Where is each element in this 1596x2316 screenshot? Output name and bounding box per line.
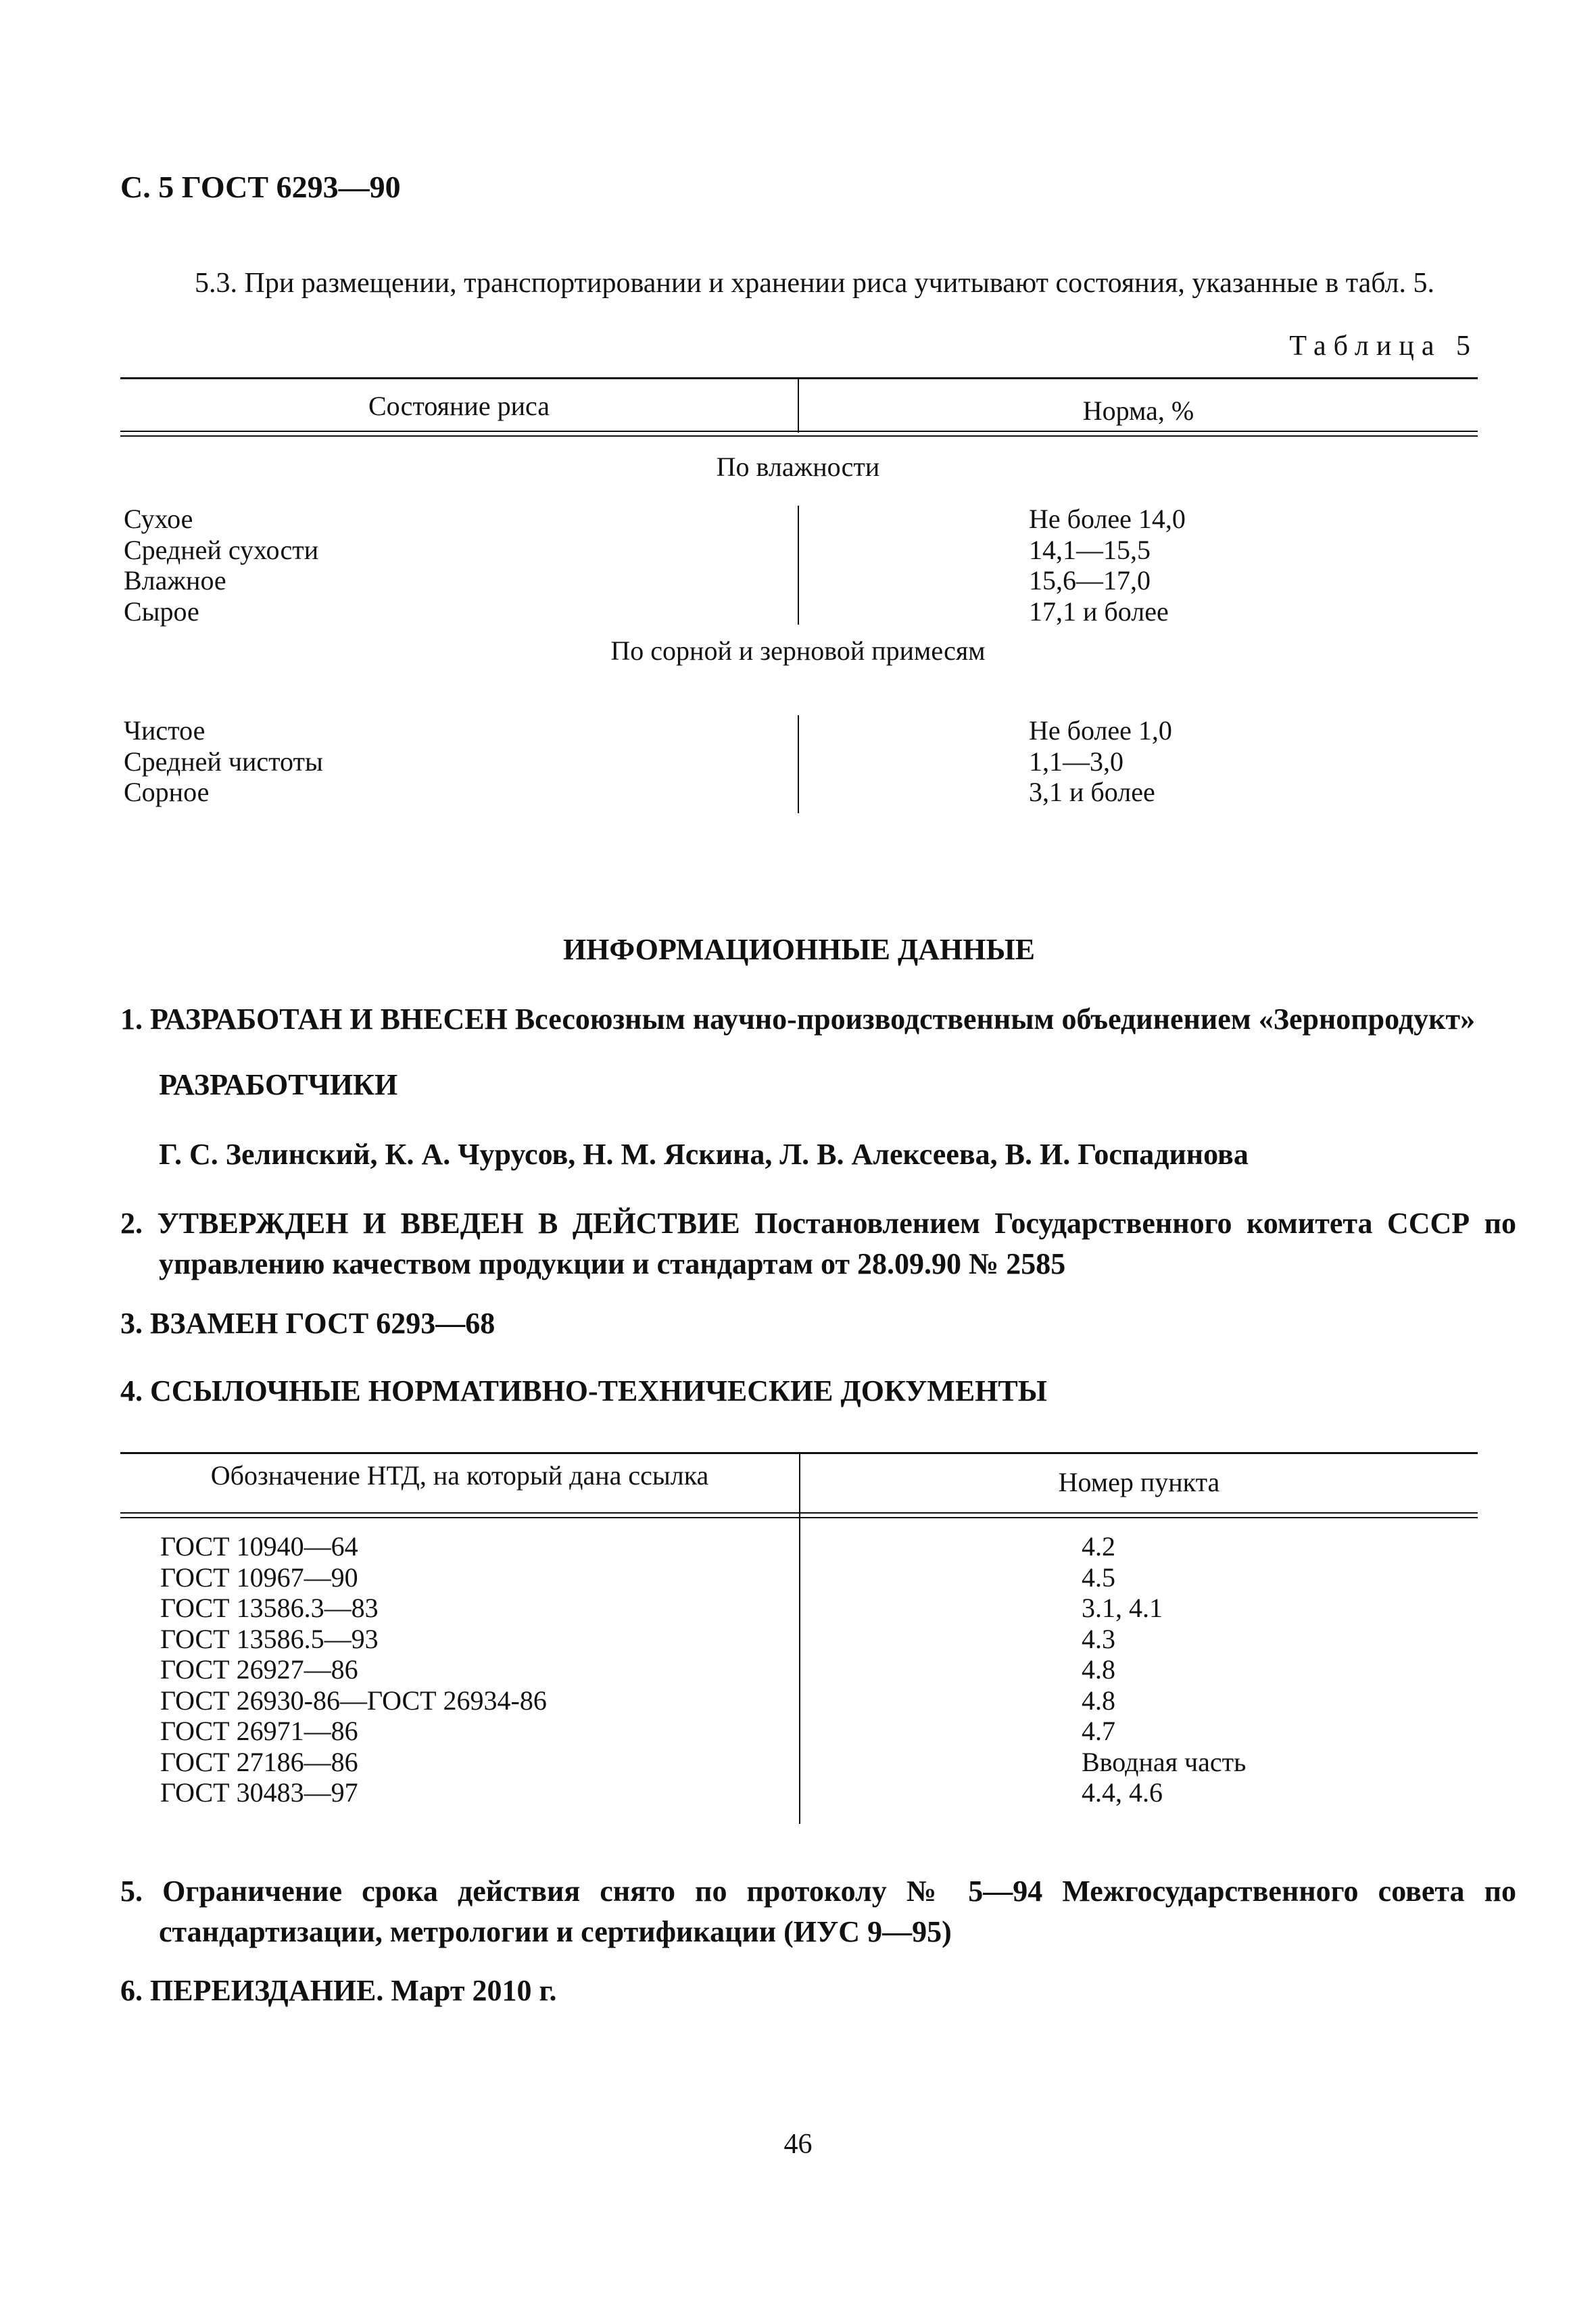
column-divider bbox=[798, 715, 799, 813]
ref-point-cell: 4.3 bbox=[1082, 1623, 1115, 1654]
info-title: ИНФОРМАЦИОННЫЕ ДАННЫЕ bbox=[562, 933, 1036, 966]
column-header-norm: Норма, % bbox=[1082, 395, 1194, 426]
column-divider bbox=[798, 506, 799, 625]
ref-doc-cell: ГОСТ 13586.3—83 bbox=[160, 1593, 379, 1623]
ref-point-cell: 4.7 bbox=[1082, 1716, 1115, 1746]
ref-doc-cell: ГОСТ 27186—86 bbox=[160, 1746, 358, 1777]
info-item-2: 2. УТВЕРЖДЕН И ВВЕДЕН В ДЕЙСТВИЕ Постановлением Государственного комитета СССР по управлению качеством продукции и стандартам от 28.09.90 № 2585 bbox=[120, 1207, 1516, 1280]
state-cell: Средней сухости bbox=[124, 534, 319, 565]
ref-point-cell: 3.1, 4.1 bbox=[1082, 1593, 1163, 1623]
norm-cell: 14,1—15,5 bbox=[1029, 534, 1151, 565]
developers-list: Г. С. Зелинский, К. А. Чурусов, Н. М. Яскина, Л. В. Алексеева, В. И. Госпадинова bbox=[159, 1138, 1249, 1171]
info-item-6: 6. ПЕРЕИЗДАНИЕ. Март 2010 г. bbox=[120, 1974, 557, 2007]
info-item-3: 3. ВЗАМЕН ГОСТ 6293—68 bbox=[120, 1307, 495, 1340]
table-top-rule bbox=[120, 377, 1478, 379]
ref-point-cell: 4.8 bbox=[1082, 1685, 1115, 1716]
ref-point-cell: Вводная часть bbox=[1082, 1746, 1247, 1777]
moisture-norms bbox=[1029, 504, 1186, 627]
ref-doc-cell: ГОСТ 26927—86 bbox=[160, 1654, 358, 1685]
ref-point-list bbox=[1082, 1531, 1246, 1808]
info-item-1: 1. РАЗРАБОТАН И ВНЕСЕН Всесоюзным научно-производственным объединением «Зернопродукт» bbox=[120, 1003, 1476, 1036]
state-cell: Влажное bbox=[124, 565, 226, 596]
norm-cell: Не более 1,0 bbox=[1029, 715, 1172, 746]
norm-cell: 15,6—17,0 bbox=[1029, 565, 1151, 596]
table-header-rule-2 bbox=[120, 435, 1478, 437]
info-item-4: 4. ССЫЛОЧНЫЕ НОРМАТИВНО-ТЕХНИЧЕСКИЕ ДОКУМЕНТЫ bbox=[120, 1374, 1047, 1407]
ref-point-cell: 4.5 bbox=[1082, 1562, 1115, 1593]
impurity-norms bbox=[1029, 715, 1172, 808]
state-cell: Средней чистоты bbox=[124, 746, 323, 777]
ref-point-cell: 4.4, 4.6 bbox=[1082, 1777, 1163, 1808]
norm-cell: 1,1—3,0 bbox=[1029, 746, 1123, 777]
ref-doc-cell: ГОСТ 10967—90 bbox=[160, 1562, 358, 1593]
intro-paragraph: 5.3. При размещении, транспортировании и хранении риса учитывают состояния, указанные в табл. 5. bbox=[195, 268, 1435, 299]
ref-header-rule-1 bbox=[120, 1512, 1478, 1514]
impurity-states bbox=[124, 715, 323, 808]
developers-label: РАЗРАБОТЧИКИ bbox=[159, 1068, 398, 1101]
group-title-impurity: По сорной и зерновой примесям bbox=[610, 635, 986, 666]
ref-doc-cell: ГОСТ 26971—86 bbox=[160, 1716, 358, 1746]
moisture-states bbox=[124, 504, 318, 627]
ref-doc-cell: ГОСТ 26930-86—ГОСТ 26934-86 bbox=[160, 1685, 547, 1716]
norm-cell: 3,1 и более bbox=[1029, 777, 1155, 807]
ref-doc-cell: ГОСТ 30483—97 bbox=[160, 1777, 358, 1808]
ref-column-header-point: Номер пункта bbox=[1058, 1467, 1220, 1497]
state-cell: Сорное bbox=[124, 777, 210, 807]
norm-cell: Не более 14,0 bbox=[1029, 504, 1186, 534]
column-header-state: Состояние риса bbox=[368, 391, 550, 421]
ref-column-divider bbox=[799, 1518, 800, 1824]
table-header-rule-1 bbox=[120, 431, 1478, 432]
norm-cell: 17,1 и более bbox=[1029, 596, 1169, 627]
ref-column-header-doc: Обозначение НТД, на который дана ссылка bbox=[210, 1460, 709, 1491]
group-title-moisture: По влажности bbox=[716, 452, 880, 482]
page-number: 46 bbox=[783, 2129, 813, 2160]
ref-point-cell: 4.2 bbox=[1082, 1531, 1115, 1562]
ref-doc-cell: ГОСТ 10940—64 bbox=[160, 1531, 358, 1562]
state-cell: Сырое bbox=[124, 596, 199, 627]
table-caption: Таблица 5 bbox=[1289, 331, 1478, 362]
page-header: С. 5 ГОСТ 6293—90 bbox=[120, 170, 401, 204]
ref-doc-cell: ГОСТ 13586.5—93 bbox=[160, 1623, 379, 1654]
ref-doc-list bbox=[160, 1531, 547, 1808]
state-cell: Чистое bbox=[124, 715, 205, 746]
info-item-5: 5. Ограничение срока действия снято по протоколу № 5—94 Межгосударственного совета по стандартизации, метрологии и сертификации (ИУС 9—95) bbox=[120, 1875, 1516, 1948]
ref-point-cell: 4.8 bbox=[1082, 1654, 1115, 1685]
state-cell: Сухое bbox=[124, 504, 193, 534]
